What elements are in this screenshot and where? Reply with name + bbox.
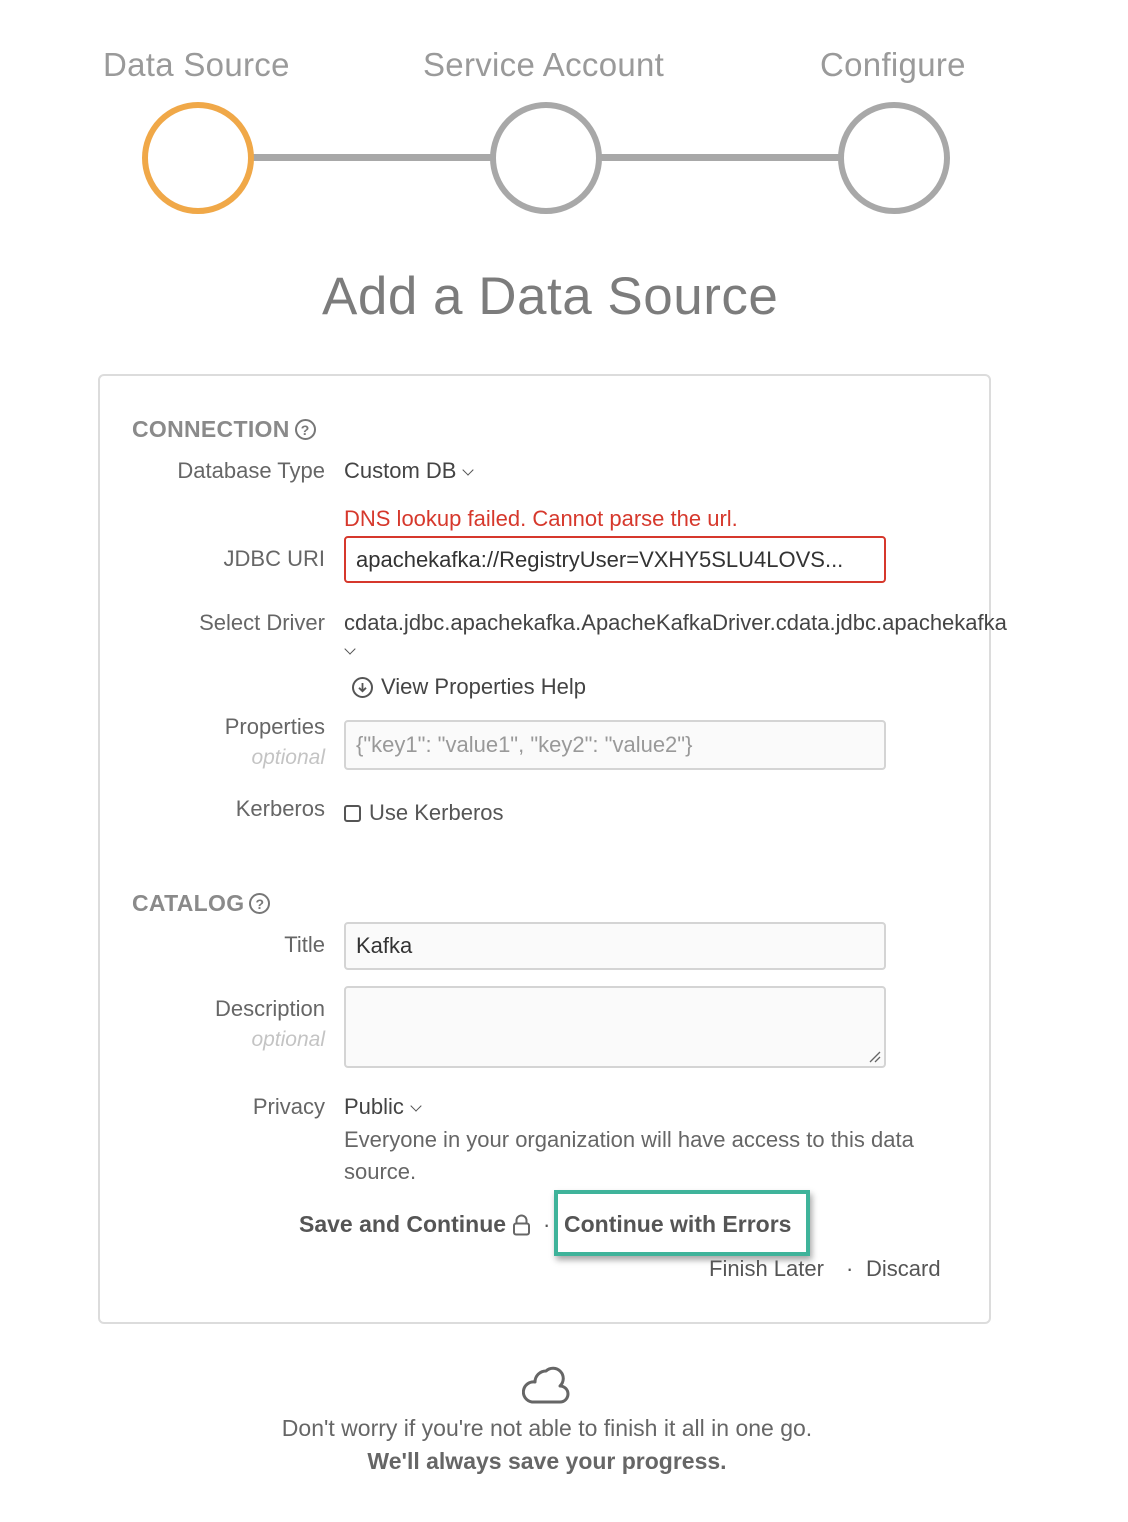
select-driver-dropdown[interactable] (344, 644, 354, 662)
step-connector (598, 154, 842, 161)
save-and-continue-label: Save and Continue (299, 1211, 507, 1237)
privacy-help-text: Everyone in your organization will have access to this data source. (344, 1127, 914, 1184)
page-title: Add a Data Source (322, 267, 779, 326)
privacy-label: Privacy (252, 1094, 325, 1119)
jdbc-uri-error: DNS lookup failed. Cannot parse the url. (344, 506, 738, 531)
step-connector (250, 154, 494, 161)
action-separator: · (543, 1212, 551, 1237)
step-circle-service-account[interactable] (490, 102, 602, 214)
help-circle-icon[interactable]: ? (249, 893, 270, 914)
continue-with-errors-button[interactable]: Continue with Errors (564, 1211, 792, 1237)
discard-link[interactable]: Discard (866, 1256, 941, 1281)
jdbc-uri-value: apachekafka://RegistryUser=VXHY5SLU4LOVS... (356, 546, 844, 572)
database-type-label: Database Type (177, 458, 325, 483)
resize-grip-icon[interactable] (869, 1051, 881, 1063)
privacy-select[interactable] (344, 1094, 420, 1120)
finish-later-link[interactable]: Finish Later (709, 1256, 824, 1281)
cloud-icon (522, 1366, 570, 1406)
description-textarea[interactable] (344, 986, 886, 1068)
footer-save-progress: We'll always save your progress. (367, 1448, 727, 1474)
database-type-value: Custom DB (344, 458, 457, 483)
description-label: Description (214, 996, 325, 1021)
catalog-heading-text: CATALOG (132, 890, 245, 916)
step-circle-data-source[interactable] (142, 102, 254, 214)
action-separator: · (846, 1256, 854, 1281)
use-kerberos-checkbox[interactable] (344, 805, 361, 822)
chevron-down-icon (344, 643, 355, 654)
help-circle-icon[interactable]: ? (295, 419, 316, 440)
title-input[interactable] (344, 922, 886, 970)
description-optional-hint: optional (251, 1028, 325, 1051)
database-type-select[interactable] (344, 458, 472, 484)
properties-label: Properties (224, 714, 325, 739)
chevron-down-icon (463, 464, 474, 475)
jdbc-uri-input[interactable] (344, 536, 886, 583)
properties-input[interactable] (344, 720, 886, 770)
chevron-down-icon (410, 1100, 421, 1111)
select-driver-value[interactable]: cdata.jdbc.apachekafka.ApacheKafkaDriver.cdata.jdbc.apachekafka (344, 610, 1007, 635)
catalog-heading (132, 890, 270, 917)
connection-heading (132, 416, 316, 443)
view-properties-help-text: View Properties Help (381, 674, 587, 699)
kerberos-label: Kerberos (235, 796, 325, 821)
lock-icon (512, 1214, 531, 1236)
title-label: Title (284, 932, 325, 957)
use-kerberos-label: Use Kerberos (369, 800, 504, 825)
step-label-configure: Configure (820, 46, 966, 83)
select-driver-label: Select Driver (199, 610, 325, 635)
use-kerberos-option[interactable] (344, 800, 504, 826)
step-circle-configure[interactable] (838, 102, 950, 214)
step-label-service-account: Service Account (423, 46, 665, 83)
title-value: Kafka (356, 933, 413, 958)
jdbc-uri-label: JDBC URI (223, 546, 325, 571)
properties-optional-hint: optional (251, 746, 325, 769)
circle-arrow-down-icon (352, 677, 373, 698)
save-and-continue-button[interactable] (299, 1211, 531, 1238)
properties-placeholder: {"key1": "value1", "key2": "value2"} (356, 732, 693, 757)
connection-heading-text: CONNECTION (132, 416, 290, 442)
step-label-data-source: Data Source (103, 46, 290, 83)
view-properties-help-link[interactable] (352, 674, 586, 700)
privacy-value: Public (344, 1094, 404, 1119)
footer-reassurance: Don't worry if you're not able to finish it all in one go. (281, 1415, 813, 1441)
